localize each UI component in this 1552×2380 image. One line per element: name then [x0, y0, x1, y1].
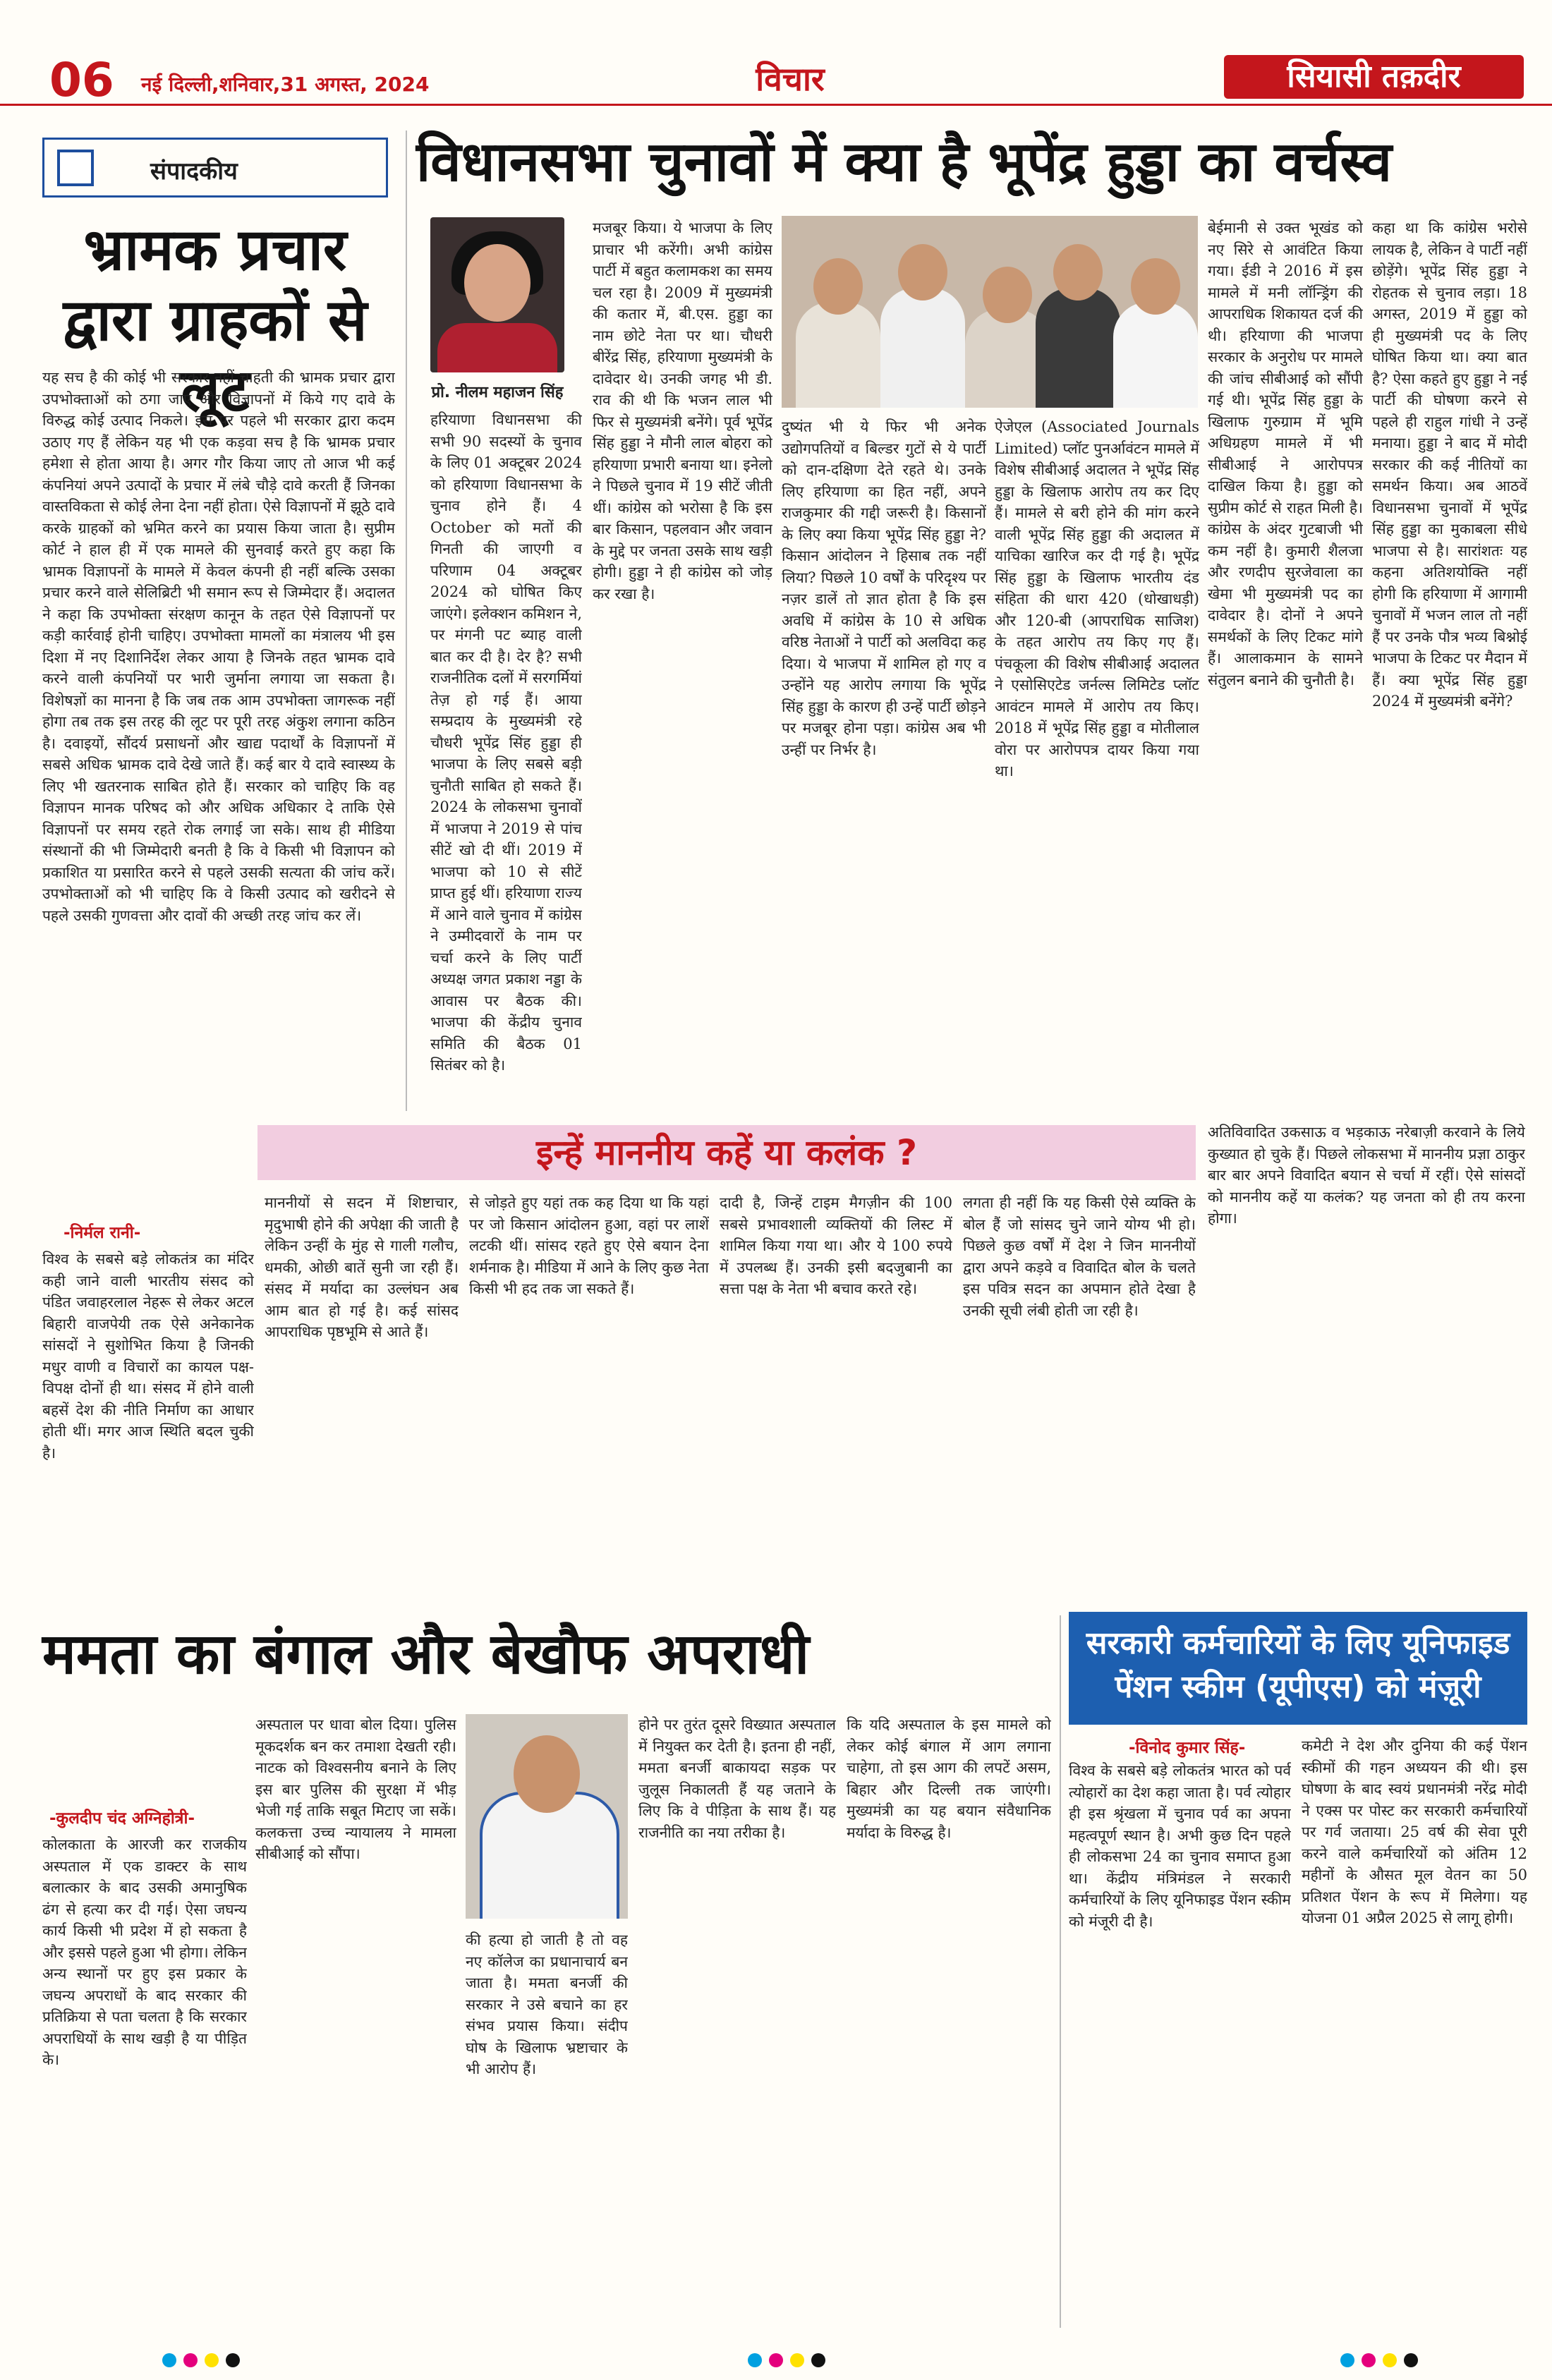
honourable-headline: इन्हें माननीय कहें या कलंक ? — [257, 1125, 1196, 1180]
main-col-1: हरियाणा विधानसभा की सभी 90 सदस्यों के चुनाव के लिए 01 अक्टूबर 2024 को हरियाणा विधानसभा के चुनाव होने हैं। 4 October को मतों की गिनती की जाएगी व परिणाम 04 अक्टूबर 2024 को घोषित किए जाएंगे। इलेक्शन कमिशन ने, पर मंगनी पट ब्याह वाली बात कर दी है। देर है? सभी राजनीतिक दलों में सरगर्मियां तेज़ हो गई हैं। आया सम्प्रदाय के मुख्यमंत्री रहे चौधरी भूपेंद्र सिंह हुड्डा ही भाजपा के लिए सबसे बड़ी चुनौती साबित हो सकते हैं। 2024 के लोकसभा चुनावों में भाजपा ने 2019 से पांच सीटें खो दी थीं। 2019 में भाजपा को 10 से सीटें प्राप्त हुई थीं। हरियाणा राज्य में आने वाले चुनाव में कांग्रेस ने उम्मीदवारों के नाम पर चर्चा करने के लिए पार्टी अध्यक्ष जगत प्रकाश नड्डा के आवास पर बैठक की। भाजपा की केंद्रीय चुनाव समिति की बैठक 01 सितंबर को है। — [430, 411, 582, 1074]
honourable-col-5: लगता ही नहीं कि यह किसी ऐसे व्यक्ति के बोल हैं जो सांसद चुने जाने योग्य भी हो। पिछले कुछ वर्षों में देश ने जिन माननीयों द्वारा अपने कड़वे व विवादित बोल के चलते इस पवित्र सदन का अपमान होते देखा है उनकी सूची लंबी होती जा रही है। — [963, 1194, 1196, 1319]
mamata-col-1: कोलकाता के आरजी कर राजकीय अस्पताल में एक डाक्टर के साथ बलात्कार के बाद उसकी अमानुषिक ढंग से हत्या कर दी गई। ऐसा जघन्य कार्य किसी भी प्रदेश में हो सकता है और इससे पहले हुआ भी होगा। लेकिन अन्य स्थानों पर हुए इस प्रकार के जघन्य अपराधों के बाद सरकार की प्रतिक्रिया से पता चलता है कि सरकार अपराधियों के साथ खड़ी है या पीड़ित के। — [42, 1836, 247, 2068]
honourable-col-6: अतिविवादित उकसाऊ व भड़काऊ नरेबाज़ी करवाने के लिये कुख्यात हो चुके हैं। पिछले लोकसभा में माननीय प्रज्ञा ठाकुर बार बार अपने विवादित बयान से चर्चा में रहीं। ऐसे सांसदों को माननीय कहें या कलंक? यह जनता को ही तय करना होगा। — [1208, 1124, 1525, 1227]
column-divider — [1060, 1615, 1061, 2328]
mamata-col-5: कि यदि अस्पताल के इस मामले को लेकर कोई बंगाल में आग लगाना चाहेगा, तो इस आग की लपटें असम, बिहार और दिल्ली तक जाएंगी। मुख्यमंत्री का यह बयान संवैधानिक मर्यादा के विरुद्ध है। — [847, 1716, 1051, 1841]
mamata-col-4: होने पर तुरंत दूसरे विख्यात अस्पताल में नियुक्त कर देती है। इतना ही नहीं, ममता बनर्जी बाकायदा सड़क पर जुलूस निकालती हैं यह जताने के लिए कि वे पीड़िता के साथ हैं। यह राजनीति का नया तरीका है। — [638, 1716, 836, 1841]
ups-col-2: कमेटी ने देश और दुनिया की कई पेंशन स्कीमों की गहन अध्ययन की थी। इस घोषणा के बाद स्वयं प्रधानमंत्री नरेंद्र मोदी ने एक्स पर पोस्ट कर सरकारी कर्मचारियों पर गर्व जताया। 25 वर्ष की सेवा पूरी करने वाले कर्मचारियों को अंतिम 12 महीनों के औसत मूल वेतन का 50 प्रतिशत पेंशन के रूप में मिलेगा। यह योजना 01 अप्रैल 2025 से लागू होगी। — [1302, 1737, 1527, 1926]
main-col-2: मजबूर किया। ये भाजपा के लिए प्राचार भी करेंगी। अभी कांग्रेस पार्टी में बहुत कलामकश का समय चल रहा है। 2009 में मुख्यमंत्री की कतार में, बी.एस. हुड्डा का नाम छोटे नेता पर था। चौधरी बीरेंद्र सिंह, हरियाणा मुख्यमंत्री के दावेदार थे। उनकी जगह भी डी. राव की थी कि भजन लाल भी फिर से मुख्यमंत्री बनेंगे। पूर्व भूपेंद्र सिंह हुड्डा ने मौनी लाल बोहरा को हरियाणा प्रभारी बनाया था। इनेलो ने पिछले चुनाव में 19 सीटें जीती थीं। कांग्रेस को भरोसा है कि इस बार किसान, पहलवान और जवान के मुद्दे पर जनता उसके साथ खड़ी होगी। हुड्डा ने ही कांग्रेस को जोड़ कर रखा है। — [593, 219, 772, 602]
main-col-6: कहा था कि कांग्रेस भरोसे लायक है, लेकिन वे पार्टी नहीं छोड़ेंगे। भूपेंद्र सिंह हुड्डा ने रोहतक से चुनाव लड़ा। 18 अगस्त, 2019 में हुड्डा को ही मुख्यमंत्री पद के लिए घोषित किया था। क्या बात है? ऐसा कहते हुए हुड्डा ने नई पार्टी की घोषणा करने से पहले ही राहुल गांधी ने उन्हें मनाया। हुड्डा ने बाद में मोदी सरकार की कई नीतियों का समर्थन किया। अब आठवें विधानसभा चुनावों में भूपेंद्र सिंह हुड्डा का मुकाबला सीधे भाजपा से है। सारांशतः यह कहना अतिशयोक्ति नहीं होगी कि हरियाणा में आगामी चुनावों में भजन लाल तो नहीं हैं पर उनके पौत्र भव्य बिश्नोई भाजपा के टिकट पर मैदान में हैं। क्या भूपेंद्र सिंह हुड्डा 2024 में मुख्यमंत्री बनेंगे? — [1372, 219, 1527, 710]
mamata-byline: -कुलदीप चंद अग्निहोत्री- — [49, 1809, 195, 1828]
author-photo — [430, 217, 564, 372]
mamata-col-3: की हत्या हो जाती है तो वह नए कॉलेज का प्रधानाचार्य बन जाता है। ममता बनर्जी की सरकार ने उसे बचाने का हर संभव प्रयास किया। संदीप घोष के खिलाफ भ्रष्टाचार के भी आरोप हैं। — [466, 1931, 628, 2077]
main-col-3: दुष्यंत भी ये फिर भी अनेक उद्योगपतियों व बिल्डर गुटों से ये पार्टी को दान-दक्षिणा देते रहते थे। उनके लिए हरियाणा का हित नहीं, अपने राजकुमार की गद्दी जरूरी है। किसानों के लिए क्या किया भूपेंद्र सिंह हुड्डा ने? किसान आंदोलन ने हिसाब तक नहीं लिया? पिछले 10 वर्षों के परिदृश्य पर नज़र डालें तो ज्ञात होता है कि इस अवधि में कांग्रेस के 10 से अधिक वरिष्ठ नेताओं ने पार्टी को अलविदा कह दिया। ये भाजपा में शामिल हो गए व उन्होंने यह आरोप लगाया कि भूपेंद्र सिंह हुड्डा के कारण ही उन्हें पार्टी छोड़ने पर मजबूर होना पड़ा। कांग्रेस अब भी उन्हीं पर निर्भर है। — [782, 418, 986, 758]
section-title: विचार — [756, 60, 825, 98]
ups-byline: -विनोद कुमार सिंह- — [1129, 1739, 1246, 1757]
ups-col-1: विश्व के सबसे बड़े लोकतंत्र भारत को पर्व त्योहारों का देश कहा जाता है। पर्व त्योहार ही इस श्रृंखला में चुनाव पर्व का अपना महत्वपूर्ण स्थान है। अभी कुछ दिन पहले ही लोकसभा 24 का चुनाव समाप्त हुआ था। केंद्रीय मंत्रिमंडल ने सरकारी कर्मचारियों के लिए यूनिफाइड पेंशन स्कीम को मंजूरी दी है। — [1069, 1762, 1291, 1930]
dateline: नई दिल्ली,शनिवार,31 अगस्त, 2024 — [141, 73, 430, 96]
main-headline: विधानसभा चुनावों में क्या है भूपेंद्र हुड्डा का वर्चस्व — [416, 130, 1393, 194]
honourable-byline: -निर्मल रानी- — [63, 1224, 141, 1242]
honourable-col-1: विश्व के सबसे बड़े लोकतंत्र का मंदिर कही जाने वाली भारतीय संसद को पंडित जवाहरलाल नेहरू से लेकर अटल बिहारी वाजपेयी तक ऐसे अनेकानेक सांसदों ने सुशोभित किया है जिनकी मधुर वाणी व विचारों का कायल पक्ष-विपक्ष दोनों ही था। संसद में होने वाली बहसें देश की नीति निर्माण का आधार होती थीं। मगर आज स्थिति बदल चुकी है। — [42, 1251, 254, 1462]
ups-headline: सरकारी कर्मचारियों के लिए यूनिफाइड पेंशन स्कीम (यूपीएस) को मंज़ूरी — [1069, 1612, 1527, 1725]
mamata-headline: ममता का बंगाल और बेखौफ अपराधी — [42, 1621, 810, 1687]
column-divider — [406, 130, 407, 1111]
honourable-col-4: दादी है, जिन्हें टाइम मैगज़ीन की 100 सबसे प्रभावशाली व्यक्तियों की लिस्ट में शामिल किया गया था। और ये 100 रुपये में उपलब्ध हैं। उनकी इसी बदजुबानी का सत्ता पक्ष के नेता भी बचाव करते रहे। — [720, 1194, 952, 1297]
mamata-col-2: अस्पताल पर धावा बोल दिया। पुलिस मूकदर्शक बन कर तमाशा देखती रही। नाटक को विश्वसनीय बनाने के लिए इस बार पुलिस की सुरक्षा में भीड़ भेजी गई ताकि सबूत मिटाए जा सकें। कलकत्ता उच्च न्यायालय ने मामला सीबीआई को सौंपा। — [255, 1716, 456, 1862]
page-number: 06 — [49, 53, 114, 107]
main-col-4: ऐजेएल (Associated Journals Limited) प्लॉट पुनर्आवंटन मामले में विशेष सीबीआई अदालत ने भूपेंद्र सिंह हुड्डा के खिलाफ आरोप तय कर दिए हैं। मामले से बरी होने की मांग करने वाली भूपेंद्र सिंह हुड्डा की अदालत में याचिका खारिज कर दी गई है। भूपेंद्र सिंह हुड्डा के खिलाफ भारतीय दंड संहिता की धारा 420 (धोखाधड़ी) और 120-बी (आपराधिक साजिश) के तहत आरोप तय किए गए हैं। पंचकूला की विशेष सीबीआई अदालत ने एसोसिएटेड जर्नल्स लिमिटेड प्लॉट आवंटन मामले में आरोप तय किए। 2018 में भूपेंद्र सिंह हुड्डा व मोतीलाल वोरा पर आरोपपत्र दायर किया गया था। — [995, 418, 1199, 779]
honourable-col-3: से जोड़ते हुए यहां तक कह दिया था कि यहां पर जो किसान आंदोलन हुआ, वहां पर लाशें लटकी थीं। सांसद रहते हुए ऐसे बयान देना शर्मनाक है। मीडिया में आने के लिए कुछ नेता किसी भी हद तक जा सकते हैं। — [469, 1194, 709, 1297]
main-col-5: बेईमानी से उक्त भूखंड को नए सिरे से आवंटित किया गया। ईडी ने 2016 में इस मामले में मनी लॉन्ड्रिंग की आपराधिक शिकायत दर्ज की थी। हरियाणा की भाजपा सरकार के अनुरोध पर मामले की जांच सीबीआई को सौंपी गई थी। भूपेंद्र सिंह हुड्डा के खिलाफ गुरुग्राम में भूमि अधिग्रहण मामले में भी सीबीआई ने आरोपपत्र दाखिल किया है। हुड्डा को सुप्रीम कोर्ट से राहत मिली है। कांग्रेस के अंदर गुटबाजी भी कम नहीं है। कुमारी शैलजा और रणदीप सुरजेवाला का खेमा भी मुख्यमंत्री पद का दावेदार है। दोनों ने अपने समर्थकों के लिए टिकट मांगे हैं। आलाकमान के सामने संतुलन बनाने की चुनौती है। — [1208, 219, 1363, 688]
print-registration-marks — [0, 2340, 1552, 2380]
mamata-photo — [466, 1714, 628, 1919]
editorial-label: संपादकीय — [150, 157, 238, 186]
honourable-col-2: माननीयों से सदन में शिष्टाचार, मृदुभाषी होने की अपेक्षा की जाती है लेकिन उन्हीं के मुंह से गाली गलौच, धमकी, ओछी बातें सुनी जा रही हैं। संसद में मर्यादा का उल्लंघन अब आम बात हो गई है। कई सांसद आपराधिक पृष्ठभूमि से आते हैं। — [265, 1194, 459, 1340]
editorial-body: यह सच है की कोई भी सरकार नहीं चाहती की भ्रामक प्रचार द्वारा उपभोक्ताओं को ठगा जाए और विज्ञापनों में किये गए दावे के विरुद्ध कोई उत्पाद निकले। इस पर पहले भी सरकार द्वारा कदम उठाए गए हैं लेकिन यह भी एक कड़वा सच है कि भ्रामक प्रचार हमेशा से होता आया है। अगर गौर किया जाए तो आज भी कई कंपनियां अपने उत्पादों के प्रचार में लंबे चौड़े दावे करती हैं जिनका वास्तविकता से कोई लेना देना नहीं होता। ऐसे विज्ञापनों में झूठे दावे करके ग्राहकों को भ्रमित करने का प्रयास किया जाता है। सुप्रीम कोर्ट ने हाल ही में एक मामले की सुनवाई करते हुए कहा कि भ्रामक विज्ञापनों के मामले में केवल कंपनी ही नहीं बल्कि उसका प्रचार करने वाले सेलिब्रिटी भी समान रूप से जिम्मेदार हैं। अदालत ने कहा कि उपभोक्ता संरक्षण कानून के तहत ऐसे विज्ञापनों पर कड़ी कार्रवाई होनी चाहिए। उपभोक्ता मामलों का मंत्रालय भी इस दिशा में नए दिशानिर्देश लेकर आया है जिनके तहत भ्रामक दावे करने वाली कंपनियों पर भारी जुर्माना लगाया जा सकता है। विशेषज्ञों का मानना है कि जब तक आम उपभोक्ता जागरूक नहीं होगा तब तक इस तरह की लूट पर पूरी तरह अंकुश लगाना कठिन है। दवाइयों, सौंदर्य प्रसाधनों और खाद्य पदार्थों के विज्ञापनों में सबसे अधिक भ्रामक दावे देखे जाते हैं। कई बार ये दावे स्वास्थ्य के लिए भी खतरनाक साबित होते हैं। सरकार को चाहिए कि वह विज्ञापन मानक परिषद को और अधिक अधिकार दे ताकि ऐसे विज्ञापनों पर समय रहते रोक लगाई जा सके। साथ ही मीडिया संस्थानों की भी जिम्मेदारी बनती है कि वे किसी भी विज्ञापन को प्रकाशित या प्रसारित करने से पहले उसकी सत्यता की जांच करें। उपभोक्ताओं को भी चाहिए कि वे किसी उत्पाद को खरीदने से पहले उसकी गुणवत्ता और दावों की अच्छी तरह जांच कर लें। — [42, 369, 395, 924]
editorial-headline: भ्रामक प्रचार द्वारा ग्राहकों से लूट — [63, 217, 368, 425]
politicians-photo — [782, 216, 1198, 408]
main-byline: प्रो. नीलम महाजन सिंह — [431, 384, 564, 401]
brand-banner: सियासी तक़दीर — [1224, 55, 1524, 99]
square-icon — [57, 150, 94, 186]
editorial-label-box — [42, 138, 388, 198]
